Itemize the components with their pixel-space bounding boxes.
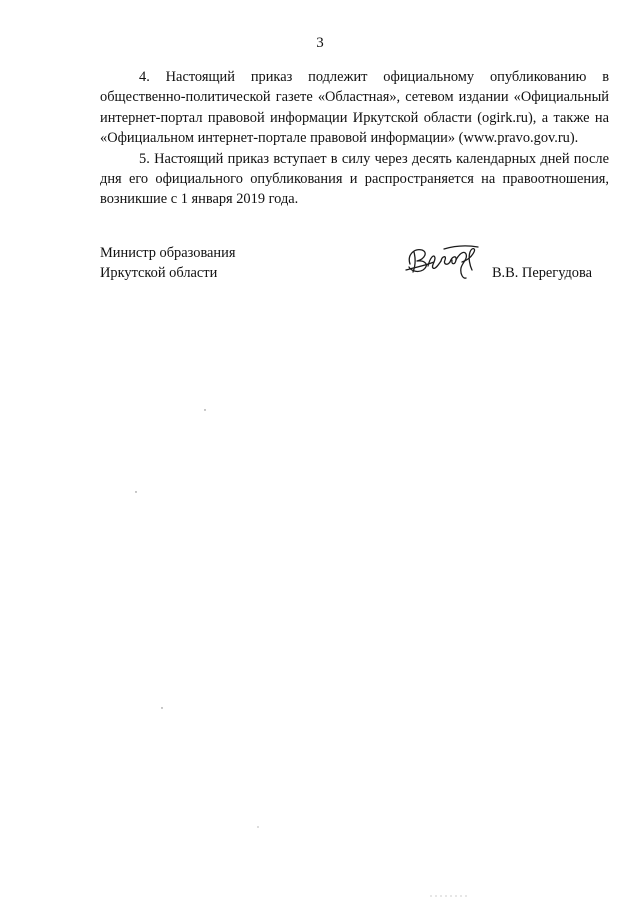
handwritten-signature [404,240,484,282]
document-body [100,67,609,210]
page-number: 3 [316,35,324,51]
paragraph-publication: 4. Настоящий приказ подлежит официальному опубликованию в общественно-политической газете «Областная», сетевом издании «Официальный интернет-портал правовой информации Иркутской области (ogirk.ru), а также на «Официальном интернет-портале правовой информации» (www.pravo.gov.ru). [100,69,609,147]
signatory-position [100,243,235,284]
paragraph-effective-date: 5. Настоящий приказ вступает в силу через десять календарных дней после дня его официального опубликования и распространяется на правоотношения, возникшие с 1 января 2019 года. [100,150,609,208]
signature-block [100,243,609,287]
signatory-name: В.В. Перегудова [491,265,592,281]
position-line-1: Министр образования [100,245,236,261]
position-line-2: Иркутской области [100,265,218,282]
